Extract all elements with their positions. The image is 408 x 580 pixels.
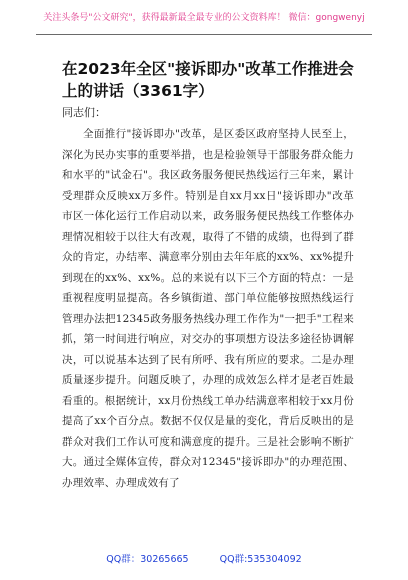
header-promo-text: 关注头条号"公文研究"，获得最新最全最专业的公文资料库！ 微信：gongwenyj xyxy=(43,13,365,23)
document-body xyxy=(62,124,354,493)
page-footer xyxy=(0,551,408,565)
footer-qq-group-2: QQ群:535304092 xyxy=(219,554,302,565)
salutation: 同志们： xyxy=(62,106,106,119)
header-divider xyxy=(36,34,372,35)
document-title: 在2023年全区"接诉即办"改革工作推进会上的讲话（3361字） xyxy=(62,60,354,100)
body-paragraph: 全面推行"接诉即办"改革，是区委区政府坚持人民至上，深化为民办实事的重要举措，也是检验领导干部服务群众能力和水平的"试金石"。我区政务服务便民热线运行三年来，累计受理群众反映xx万多件。特别是自xx月xx日"接诉即办"改革市区一体化运行工作启动以来，政务服务便民热线工作整体办理情况相较于以往大有改观，取得了不错的成绩，也得到了群众的肯定，办结率、满意率分别由去年年底的xx%、xx%提升到现在的xx%、xx%。总的来说有以下三个方面的特点：一是重视程度明显提高。各乡镇街道、部门单位能够按照热线运行管理办法把12345政务服务热线办理工作作为"一把手"工程来抓，第一时间进行响应，对交办的事项想方设法多途径协调解决，可以说基本达到了民有所呼、我有所应的要求。二是办理质量逐步提升。问题反映了，办理的成效怎么样才是老百姓最看重的。根据统计，xx月份热线工单办结满意率相较于xx月份提高了xx个百分点。数据不仅仅是量的变化，背后反映出的是群众对我们工作认可度和满意度的提升。三是社会影响不断扩大。通过全媒体宣传，群众对12345"接诉即办"的办理范围、办理效率、办理成效有了 xyxy=(62,128,354,489)
footer-qq-group-1: QQ群：30265665 xyxy=(106,554,189,565)
page-header xyxy=(0,0,408,40)
